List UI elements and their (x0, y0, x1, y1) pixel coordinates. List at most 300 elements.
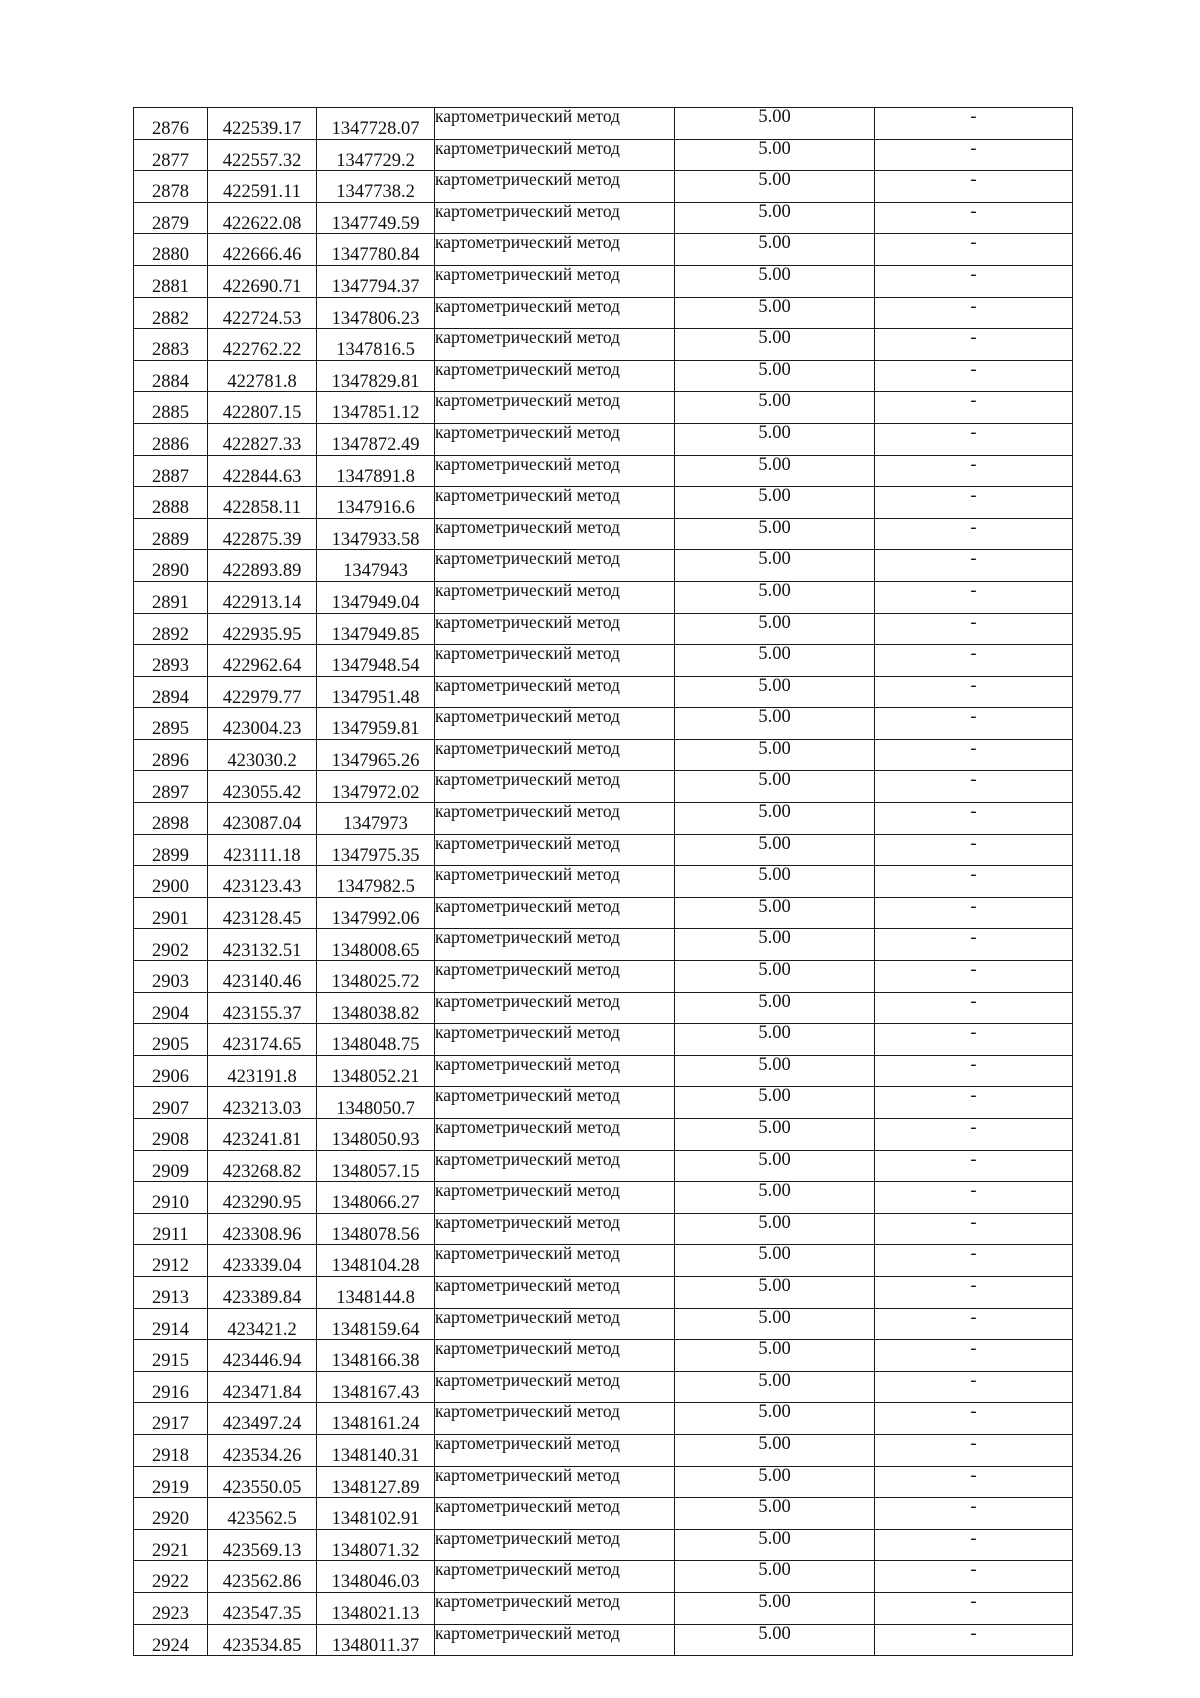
y-coordinate-cell: 1348050.93 (317, 1119, 435, 1151)
method-cell: картометрический метод (435, 1087, 675, 1119)
description-cell: - (875, 139, 1073, 171)
x-coordinate-cell: 422913.14 (208, 581, 317, 613)
description-cell: - (875, 1182, 1073, 1214)
x-coordinate-cell: 422557.32 (208, 139, 317, 171)
x-coordinate-cell: 422539.17 (208, 108, 317, 140)
accuracy-cell: 5.00 (675, 834, 875, 866)
y-coordinate-cell: 1347949.85 (317, 613, 435, 645)
table-row (134, 1308, 1073, 1340)
method-cell: картометрический метод (435, 1245, 675, 1277)
table-row (134, 1592, 1073, 1624)
point-number-cell: 2911 (134, 1213, 208, 1245)
y-coordinate-cell: 1347872.49 (317, 423, 435, 455)
y-coordinate-cell: 1348161.24 (317, 1403, 435, 1435)
description-cell: - (875, 676, 1073, 708)
x-coordinate-cell: 423030.2 (208, 739, 317, 771)
point-number-cell: 2923 (134, 1592, 208, 1624)
x-coordinate-cell: 423421.2 (208, 1308, 317, 1340)
method-cell: картометрический метод (435, 1403, 675, 1435)
table-row (134, 676, 1073, 708)
description-cell: - (875, 929, 1073, 961)
table-row (134, 518, 1073, 550)
accuracy-cell: 5.00 (675, 518, 875, 550)
x-coordinate-cell: 423290.95 (208, 1182, 317, 1214)
method-cell: картометрический метод (435, 866, 675, 898)
point-number-cell: 2877 (134, 139, 208, 171)
table-row (134, 834, 1073, 866)
method-cell: картометрический метод (435, 613, 675, 645)
x-coordinate-cell: 422875.39 (208, 518, 317, 550)
x-coordinate-cell: 422690.71 (208, 265, 317, 297)
y-coordinate-cell: 1347728.07 (317, 108, 435, 140)
table-row (134, 739, 1073, 771)
description-cell: - (875, 329, 1073, 361)
accuracy-cell: 5.00 (675, 645, 875, 677)
y-coordinate-cell: 1347780.84 (317, 234, 435, 266)
table-row (134, 708, 1073, 740)
y-coordinate-cell: 1348038.82 (317, 992, 435, 1024)
method-cell: картометрический метод (435, 1150, 675, 1182)
x-coordinate-cell: 423174.65 (208, 1024, 317, 1056)
table-row (134, 1466, 1073, 1498)
accuracy-cell: 5.00 (675, 1561, 875, 1593)
x-coordinate-cell: 423471.84 (208, 1371, 317, 1403)
accuracy-cell: 5.00 (675, 360, 875, 392)
y-coordinate-cell: 1347943 (317, 550, 435, 582)
method-cell: картометрический метод (435, 1055, 675, 1087)
accuracy-cell: 5.00 (675, 487, 875, 519)
x-coordinate-cell: 423004.23 (208, 708, 317, 740)
accuracy-cell: 5.00 (675, 803, 875, 835)
description-cell: - (875, 234, 1073, 266)
method-cell: картометрический метод (435, 1371, 675, 1403)
accuracy-cell: 5.00 (675, 265, 875, 297)
table-row (134, 1245, 1073, 1277)
y-coordinate-cell: 1347951.48 (317, 676, 435, 708)
accuracy-cell: 5.00 (675, 297, 875, 329)
table-row (134, 961, 1073, 993)
x-coordinate-cell: 422724.53 (208, 297, 317, 329)
point-number-cell: 2897 (134, 771, 208, 803)
method-cell: картометрический метод (435, 1340, 675, 1372)
description-cell: - (875, 1498, 1073, 1530)
method-cell: картометрический метод (435, 1213, 675, 1245)
method-cell: картометрический метод (435, 423, 675, 455)
table-row (134, 392, 1073, 424)
y-coordinate-cell: 1348052.21 (317, 1055, 435, 1087)
point-number-cell: 2905 (134, 1024, 208, 1056)
point-number-cell: 2921 (134, 1529, 208, 1561)
method-cell: картометрический метод (435, 171, 675, 203)
method-cell: картометрический метод (435, 581, 675, 613)
y-coordinate-cell: 1348050.7 (317, 1087, 435, 1119)
table-row (134, 613, 1073, 645)
accuracy-cell: 5.00 (675, 1245, 875, 1277)
description-cell: - (875, 392, 1073, 424)
table-row (134, 1182, 1073, 1214)
description-cell: - (875, 1276, 1073, 1308)
table-row (134, 1150, 1073, 1182)
description-cell: - (875, 1529, 1073, 1561)
point-number-cell: 2898 (134, 803, 208, 835)
description-cell: - (875, 992, 1073, 1024)
accuracy-cell: 5.00 (675, 1592, 875, 1624)
table-row (134, 1498, 1073, 1530)
y-coordinate-cell: 1347972.02 (317, 771, 435, 803)
description-cell: - (875, 834, 1073, 866)
table-row (134, 234, 1073, 266)
accuracy-cell: 5.00 (675, 423, 875, 455)
accuracy-cell: 5.00 (675, 1024, 875, 1056)
accuracy-cell: 5.00 (675, 1529, 875, 1561)
table-row (134, 1024, 1073, 1056)
table-row (134, 1434, 1073, 1466)
method-cell: картометрический метод (435, 645, 675, 677)
x-coordinate-cell: 423339.04 (208, 1245, 317, 1277)
x-coordinate-cell: 423087.04 (208, 803, 317, 835)
y-coordinate-cell: 1348048.75 (317, 1024, 435, 1056)
y-coordinate-cell: 1348021.13 (317, 1592, 435, 1624)
method-cell: картометрический метод (435, 392, 675, 424)
x-coordinate-cell: 423534.26 (208, 1434, 317, 1466)
point-number-cell: 2895 (134, 708, 208, 740)
point-number-cell: 2880 (134, 234, 208, 266)
x-coordinate-cell: 423547.35 (208, 1592, 317, 1624)
method-cell: картометрический метод (435, 1498, 675, 1530)
table-row (134, 329, 1073, 361)
point-number-cell: 2909 (134, 1150, 208, 1182)
point-number-cell: 2916 (134, 1371, 208, 1403)
method-cell: картометрический метод (435, 1182, 675, 1214)
point-number-cell: 2889 (134, 518, 208, 550)
method-cell: картометрический метод (435, 139, 675, 171)
accuracy-cell: 5.00 (675, 139, 875, 171)
point-number-cell: 2918 (134, 1434, 208, 1466)
point-number-cell: 2899 (134, 834, 208, 866)
point-number-cell: 2882 (134, 297, 208, 329)
table-row (134, 360, 1073, 392)
method-cell: картометрический метод (435, 550, 675, 582)
point-number-cell: 2901 (134, 897, 208, 929)
accuracy-cell: 5.00 (675, 992, 875, 1024)
y-coordinate-cell: 1348011.37 (317, 1624, 435, 1656)
x-coordinate-cell: 423308.96 (208, 1213, 317, 1245)
x-coordinate-cell: 422591.11 (208, 171, 317, 203)
method-cell: картометрический метод (435, 1024, 675, 1056)
description-cell: - (875, 1245, 1073, 1277)
y-coordinate-cell: 1348144.8 (317, 1276, 435, 1308)
y-coordinate-cell: 1348025.72 (317, 961, 435, 993)
accuracy-cell: 5.00 (675, 1498, 875, 1530)
method-cell: картометрический метод (435, 1434, 675, 1466)
x-coordinate-cell: 423213.03 (208, 1087, 317, 1119)
y-coordinate-cell: 1347891.8 (317, 455, 435, 487)
x-coordinate-cell: 422622.08 (208, 202, 317, 234)
y-coordinate-cell: 1347851.12 (317, 392, 435, 424)
description-cell: - (875, 455, 1073, 487)
table-row (134, 581, 1073, 613)
table-row (134, 487, 1073, 519)
description-cell: - (875, 1150, 1073, 1182)
point-number-cell: 2886 (134, 423, 208, 455)
table-row (134, 1087, 1073, 1119)
accuracy-cell: 5.00 (675, 1055, 875, 1087)
method-cell: картометрический метод (435, 739, 675, 771)
point-number-cell: 2892 (134, 613, 208, 645)
description-cell: - (875, 613, 1073, 645)
x-coordinate-cell: 422666.46 (208, 234, 317, 266)
description-cell: - (875, 1466, 1073, 1498)
point-number-cell: 2903 (134, 961, 208, 993)
accuracy-cell: 5.00 (675, 455, 875, 487)
table-row (134, 1055, 1073, 1087)
description-cell: - (875, 739, 1073, 771)
x-coordinate-cell: 423191.8 (208, 1055, 317, 1087)
method-cell: картометрический метод (435, 1561, 675, 1593)
description-cell: - (875, 1340, 1073, 1372)
table-row (134, 1119, 1073, 1151)
description-cell: - (875, 1403, 1073, 1435)
table-row (134, 897, 1073, 929)
method-cell: картометрический метод (435, 487, 675, 519)
description-cell: - (875, 171, 1073, 203)
description-cell: - (875, 202, 1073, 234)
method-cell: картометрический метод (435, 329, 675, 361)
description-cell: - (875, 265, 1073, 297)
accuracy-cell: 5.00 (675, 1150, 875, 1182)
x-coordinate-cell: 423562.5 (208, 1498, 317, 1530)
method-cell: картометрический метод (435, 708, 675, 740)
accuracy-cell: 5.00 (675, 771, 875, 803)
description-cell: - (875, 1213, 1073, 1245)
table-row (134, 1403, 1073, 1435)
y-coordinate-cell: 1347916.6 (317, 487, 435, 519)
x-coordinate-cell: 422844.63 (208, 455, 317, 487)
method-cell: картометрический метод (435, 676, 675, 708)
y-coordinate-cell: 1348104.28 (317, 1245, 435, 1277)
method-cell: картометрический метод (435, 234, 675, 266)
point-number-cell: 2896 (134, 739, 208, 771)
x-coordinate-cell: 423140.46 (208, 961, 317, 993)
point-number-cell: 2924 (134, 1624, 208, 1656)
point-number-cell: 2914 (134, 1308, 208, 1340)
x-coordinate-cell: 422935.95 (208, 613, 317, 645)
method-cell: картометрический метод (435, 1119, 675, 1151)
point-number-cell: 2922 (134, 1561, 208, 1593)
y-coordinate-cell: 1347959.81 (317, 708, 435, 740)
x-coordinate-cell: 423446.94 (208, 1340, 317, 1372)
table-row (134, 139, 1073, 171)
y-coordinate-cell: 1347949.04 (317, 581, 435, 613)
coordinates-table-body (134, 108, 1073, 1656)
accuracy-cell: 5.00 (675, 392, 875, 424)
y-coordinate-cell: 1347992.06 (317, 897, 435, 929)
y-coordinate-cell: 1347982.5 (317, 866, 435, 898)
point-number-cell: 2919 (134, 1466, 208, 1498)
point-number-cell: 2883 (134, 329, 208, 361)
x-coordinate-cell: 423550.05 (208, 1466, 317, 1498)
table-row (134, 108, 1073, 140)
y-coordinate-cell: 1347806.23 (317, 297, 435, 329)
table-row (134, 1529, 1073, 1561)
accuracy-cell: 5.00 (675, 234, 875, 266)
method-cell: картометрический метод (435, 834, 675, 866)
y-coordinate-cell: 1348159.64 (317, 1308, 435, 1340)
table-row (134, 455, 1073, 487)
table-row (134, 1561, 1073, 1593)
point-number-cell: 2894 (134, 676, 208, 708)
accuracy-cell: 5.00 (675, 1213, 875, 1245)
description-cell: - (875, 771, 1073, 803)
accuracy-cell: 5.00 (675, 897, 875, 929)
table-row (134, 1624, 1073, 1656)
y-coordinate-cell: 1347948.54 (317, 645, 435, 677)
point-number-cell: 2885 (134, 392, 208, 424)
x-coordinate-cell: 422762.22 (208, 329, 317, 361)
y-coordinate-cell: 1348166.38 (317, 1340, 435, 1372)
description-cell: - (875, 1024, 1073, 1056)
description-cell: - (875, 803, 1073, 835)
accuracy-cell: 5.00 (675, 929, 875, 961)
x-coordinate-cell: 423111.18 (208, 834, 317, 866)
table-row (134, 992, 1073, 1024)
table-row (134, 550, 1073, 582)
description-cell: - (875, 1119, 1073, 1151)
description-cell: - (875, 1561, 1073, 1593)
accuracy-cell: 5.00 (675, 1371, 875, 1403)
table-row (134, 771, 1073, 803)
coordinates-table (133, 107, 1073, 1656)
y-coordinate-cell: 1347816.5 (317, 329, 435, 361)
y-coordinate-cell: 1347738.2 (317, 171, 435, 203)
point-number-cell: 2910 (134, 1182, 208, 1214)
point-number-cell: 2906 (134, 1055, 208, 1087)
x-coordinate-cell: 422858.11 (208, 487, 317, 519)
table-row (134, 645, 1073, 677)
x-coordinate-cell: 423155.37 (208, 992, 317, 1024)
y-coordinate-cell: 1348057.15 (317, 1150, 435, 1182)
table-row (134, 297, 1073, 329)
y-coordinate-cell: 1348008.65 (317, 929, 435, 961)
accuracy-cell: 5.00 (675, 202, 875, 234)
y-coordinate-cell: 1348046.03 (317, 1561, 435, 1593)
y-coordinate-cell: 1348140.31 (317, 1434, 435, 1466)
description-cell: - (875, 708, 1073, 740)
method-cell: картометрический метод (435, 1624, 675, 1656)
method-cell: картометрический метод (435, 803, 675, 835)
x-coordinate-cell: 423268.82 (208, 1150, 317, 1182)
x-coordinate-cell: 422781.8 (208, 360, 317, 392)
x-coordinate-cell: 422827.33 (208, 423, 317, 455)
table-row (134, 803, 1073, 835)
y-coordinate-cell: 1348167.43 (317, 1371, 435, 1403)
y-coordinate-cell: 1348066.27 (317, 1182, 435, 1214)
table-row (134, 202, 1073, 234)
y-coordinate-cell: 1348102.91 (317, 1498, 435, 1530)
method-cell: картометрический метод (435, 1308, 675, 1340)
point-number-cell: 2879 (134, 202, 208, 234)
method-cell: картометрический метод (435, 265, 675, 297)
method-cell: картометрический метод (435, 108, 675, 140)
description-cell: - (875, 423, 1073, 455)
description-cell: - (875, 297, 1073, 329)
accuracy-cell: 5.00 (675, 1466, 875, 1498)
point-number-cell: 2920 (134, 1498, 208, 1530)
accuracy-cell: 5.00 (675, 108, 875, 140)
point-number-cell: 2884 (134, 360, 208, 392)
description-cell: - (875, 1592, 1073, 1624)
point-number-cell: 2893 (134, 645, 208, 677)
point-number-cell: 2888 (134, 487, 208, 519)
x-coordinate-cell: 422893.89 (208, 550, 317, 582)
accuracy-cell: 5.00 (675, 676, 875, 708)
table-row (134, 866, 1073, 898)
description-cell: - (875, 866, 1073, 898)
accuracy-cell: 5.00 (675, 1087, 875, 1119)
x-coordinate-cell: 423128.45 (208, 897, 317, 929)
y-coordinate-cell: 1348071.32 (317, 1529, 435, 1561)
x-coordinate-cell: 423569.13 (208, 1529, 317, 1561)
description-cell: - (875, 897, 1073, 929)
table-row (134, 171, 1073, 203)
table-row (134, 929, 1073, 961)
accuracy-cell: 5.00 (675, 329, 875, 361)
accuracy-cell: 5.00 (675, 739, 875, 771)
point-number-cell: 2904 (134, 992, 208, 1024)
method-cell: картометрический метод (435, 1592, 675, 1624)
point-number-cell: 2890 (134, 550, 208, 582)
y-coordinate-cell: 1347829.81 (317, 360, 435, 392)
point-number-cell: 2876 (134, 108, 208, 140)
description-cell: - (875, 1434, 1073, 1466)
method-cell: картометрический метод (435, 1529, 675, 1561)
method-cell: картометрический метод (435, 992, 675, 1024)
accuracy-cell: 5.00 (675, 708, 875, 740)
x-coordinate-cell: 423534.85 (208, 1624, 317, 1656)
y-coordinate-cell: 1347729.2 (317, 139, 435, 171)
method-cell: картометрический метод (435, 1466, 675, 1498)
x-coordinate-cell: 423123.43 (208, 866, 317, 898)
method-cell: картометрический метод (435, 297, 675, 329)
description-cell: - (875, 1624, 1073, 1656)
method-cell: картометрический метод (435, 929, 675, 961)
accuracy-cell: 5.00 (675, 1276, 875, 1308)
table-row (134, 1213, 1073, 1245)
y-coordinate-cell: 1348127.89 (317, 1466, 435, 1498)
method-cell: картометрический метод (435, 1276, 675, 1308)
x-coordinate-cell: 423055.42 (208, 771, 317, 803)
description-cell: - (875, 1087, 1073, 1119)
description-cell: - (875, 1055, 1073, 1087)
table-row (134, 265, 1073, 297)
accuracy-cell: 5.00 (675, 550, 875, 582)
accuracy-cell: 5.00 (675, 1624, 875, 1656)
description-cell: - (875, 1371, 1073, 1403)
y-coordinate-cell: 1347794.37 (317, 265, 435, 297)
point-number-cell: 2913 (134, 1276, 208, 1308)
table-row (134, 1276, 1073, 1308)
x-coordinate-cell: 423389.84 (208, 1276, 317, 1308)
method-cell: картометрический метод (435, 771, 675, 803)
method-cell: картометрический метод (435, 202, 675, 234)
description-cell: - (875, 360, 1073, 392)
description-cell: - (875, 518, 1073, 550)
table-row (134, 423, 1073, 455)
point-number-cell: 2878 (134, 171, 208, 203)
accuracy-cell: 5.00 (675, 1340, 875, 1372)
point-number-cell: 2912 (134, 1245, 208, 1277)
table-row (134, 1371, 1073, 1403)
